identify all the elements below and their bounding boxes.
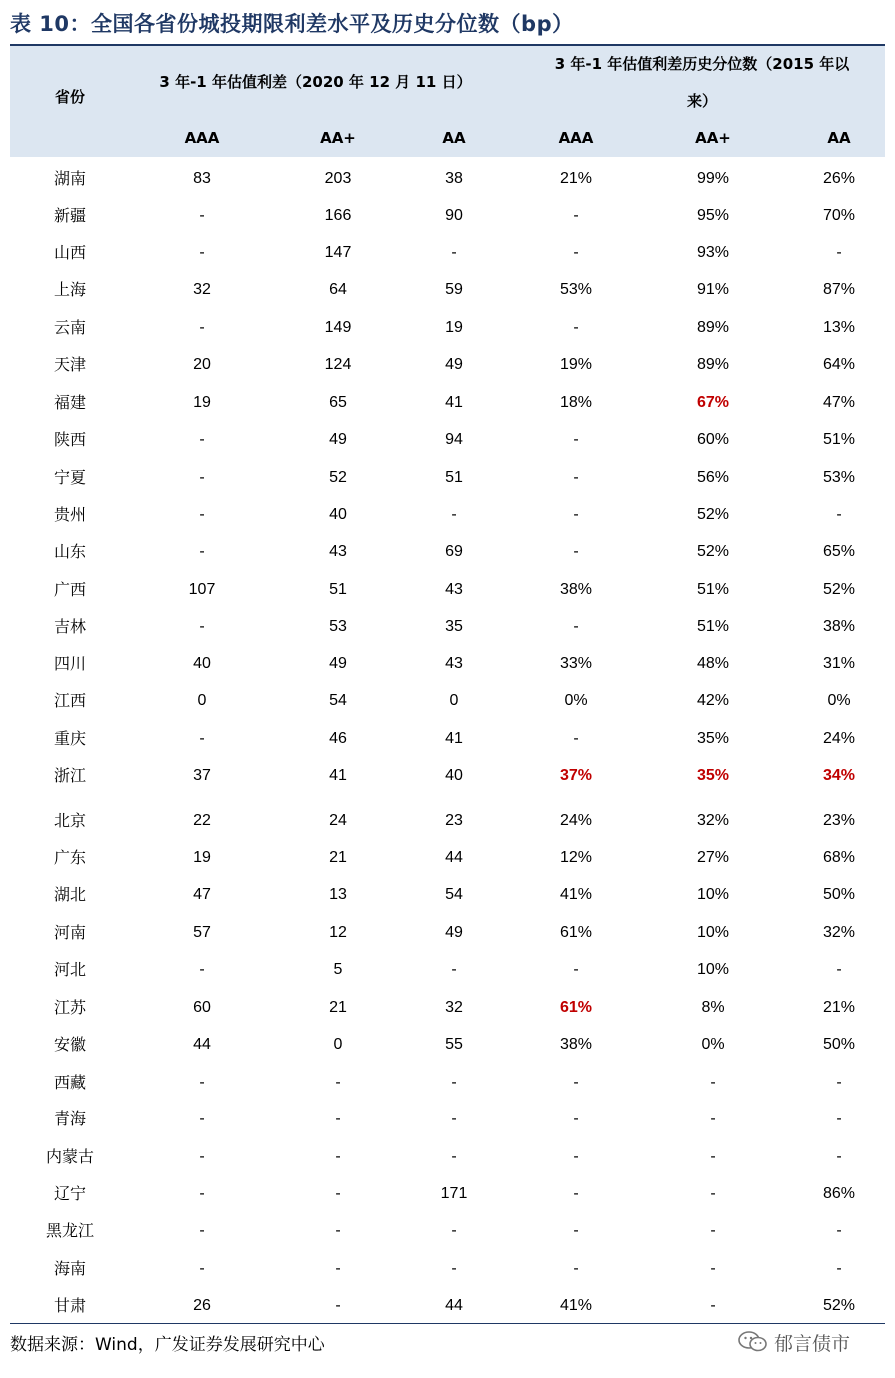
table-row xyxy=(10,951,885,988)
cell-spread-aaa: - xyxy=(199,1260,205,1277)
cell-spread-aa: 35 xyxy=(445,618,463,635)
cell-province: 山东 xyxy=(53,542,86,561)
cell-spread-aa: 23 xyxy=(445,812,463,829)
cell-spread-aaa: 83 xyxy=(193,170,211,187)
cell-spread-aaplus: - xyxy=(335,1260,341,1277)
cell-province: 天津 xyxy=(53,355,86,374)
cell-pct-aaa: 41% xyxy=(559,1297,593,1314)
cell-pct-aaa: - xyxy=(573,1260,579,1277)
cell-spread-aa: 55 xyxy=(445,1036,463,1053)
cell-spread-aaplus: 203 xyxy=(324,170,352,187)
cell-spread-aa: 44 xyxy=(445,849,463,866)
cell-province: 河北 xyxy=(53,960,86,979)
cell-pct-aaa: - xyxy=(573,543,579,560)
cell-pct-aa: 24% xyxy=(822,730,856,747)
table-row xyxy=(10,496,885,533)
cell-pct-aa: - xyxy=(836,506,842,523)
header-group-spread: 3 年-1 年估值利差（2020 年 12 月 11 日） xyxy=(159,73,472,91)
table-row xyxy=(10,346,885,383)
cell-spread-aaplus: - xyxy=(335,1148,341,1165)
cell-spread-aaplus: 166 xyxy=(324,207,352,224)
cell-spread-aaplus: 5 xyxy=(333,961,343,978)
cell-spread-aaa: - xyxy=(199,730,205,747)
cell-spread-aaa: 32 xyxy=(193,281,211,298)
table-row xyxy=(10,757,885,794)
cell-pct-aaplus: 10% xyxy=(696,886,730,903)
cell-pct-aa: 50% xyxy=(822,1036,856,1053)
cell-spread-aa: 41 xyxy=(445,394,463,411)
cell-pct-aaplus: 27% xyxy=(696,849,730,866)
cell-pct-aaa: - xyxy=(573,431,579,448)
header-group-percentile-line1: 3 年-1 年估值利差历史分位数（2015 年以 xyxy=(554,55,850,73)
cell-spread-aaplus: 40 xyxy=(329,506,347,523)
table-row xyxy=(10,309,885,346)
cell-pct-aaa: - xyxy=(573,961,579,978)
cell-pct-aaplus: - xyxy=(710,1110,716,1127)
cell-spread-aaa: - xyxy=(199,207,205,224)
table-row xyxy=(10,682,885,719)
cell-spread-aaa: 57 xyxy=(193,924,211,941)
cell-spread-aa: - xyxy=(451,1148,457,1165)
cell-pct-aa: 53% xyxy=(822,469,856,486)
cell-spread-aaplus: 21 xyxy=(329,849,347,866)
cell-spread-aaa: - xyxy=(199,506,205,523)
table-title: 表 10：全国各省份城投期限利差水平及历史分位数（bp） xyxy=(10,12,574,36)
cell-pct-aa: 52% xyxy=(822,581,856,598)
cell-pct-aaa: - xyxy=(573,1110,579,1127)
table-row xyxy=(10,1064,885,1101)
cell-pct-aaplus: 10% xyxy=(696,961,730,978)
cell-pct-aa: - xyxy=(836,1148,842,1165)
table-row xyxy=(10,608,885,645)
cell-pct-aa: 26% xyxy=(822,170,856,187)
cell-spread-aaa: 19 xyxy=(193,849,211,866)
table-row xyxy=(10,645,885,682)
table-row xyxy=(10,459,885,496)
cell-spread-aa: 49 xyxy=(445,356,463,373)
cell-pct-aa: 21% xyxy=(822,999,856,1016)
cell-pct-aaa: 19% xyxy=(559,356,593,373)
cell-spread-aaplus: 0 xyxy=(333,1036,343,1053)
cell-province: 安徽 xyxy=(53,1035,86,1054)
cell-pct-aa: 13% xyxy=(822,319,856,336)
cell-province: 青海 xyxy=(53,1109,86,1128)
table-row xyxy=(10,160,885,197)
cell-spread-aa: 0 xyxy=(449,692,459,709)
cell-spread-aaplus: 46 xyxy=(329,730,347,747)
cell-pct-aaa: - xyxy=(573,244,579,261)
cell-spread-aaplus: 49 xyxy=(329,431,347,448)
table-row xyxy=(10,839,885,876)
cell-spread-aaa: 19 xyxy=(193,394,211,411)
header-province: 省份 xyxy=(54,88,85,106)
cell-spread-aa: 43 xyxy=(445,581,463,598)
cell-pct-aaa: 38% xyxy=(559,1036,593,1053)
table-row xyxy=(10,234,885,271)
cell-pct-aaplus: 51% xyxy=(696,581,730,598)
cell-province: 贵州 xyxy=(53,505,86,524)
cell-spread-aaplus: 12 xyxy=(329,924,347,941)
table-row xyxy=(10,571,885,608)
cell-pct-aa: 50% xyxy=(822,886,856,903)
cell-spread-aa: - xyxy=(451,1260,457,1277)
cell-spread-aaa: - xyxy=(199,431,205,448)
cell-province: 海南 xyxy=(53,1259,86,1278)
cell-pct-aaa: 24% xyxy=(559,812,593,829)
cell-spread-aaplus: - xyxy=(335,1185,341,1202)
cell-pct-aa: 0% xyxy=(827,692,851,709)
cell-spread-aaa: - xyxy=(199,618,205,635)
cell-pct-aaa: 61% xyxy=(559,999,593,1016)
cell-pct-aa: 51% xyxy=(822,431,856,448)
cell-spread-aaplus: 147 xyxy=(324,244,352,261)
cell-pct-aaa: 18% xyxy=(559,394,593,411)
cell-pct-aaa: 21% xyxy=(559,170,593,187)
cell-spread-aaa: 37 xyxy=(193,767,211,784)
cell-pct-aaa: 0% xyxy=(564,692,588,709)
table-row xyxy=(10,384,885,421)
cell-pct-aaa: 37% xyxy=(559,767,593,784)
cell-province: 湖南 xyxy=(53,169,86,188)
cell-pct-aaplus: 93% xyxy=(696,244,730,261)
table-header xyxy=(10,46,885,157)
cell-spread-aa: - xyxy=(451,961,457,978)
cell-spread-aa: 54 xyxy=(445,886,463,903)
cell-spread-aaplus: 13 xyxy=(329,886,347,903)
table-row xyxy=(10,1100,885,1137)
cell-pct-aaplus: 52% xyxy=(696,543,730,560)
cell-spread-aaplus: 65 xyxy=(329,394,347,411)
cell-spread-aaplus: 54 xyxy=(329,692,347,709)
cell-pct-aa: 70% xyxy=(822,207,856,224)
cell-province: 云南 xyxy=(53,318,86,337)
cell-pct-aaplus: 8% xyxy=(701,999,725,1016)
cell-province: 陕西 xyxy=(53,430,86,449)
cell-province: 湖北 xyxy=(53,885,86,904)
cell-pct-aaplus: - xyxy=(710,1222,716,1239)
cell-spread-aa: 90 xyxy=(445,207,463,224)
cell-pct-aaplus: 60% xyxy=(696,431,730,448)
table-row xyxy=(10,1212,885,1249)
table-row xyxy=(10,914,885,951)
cell-spread-aa: - xyxy=(451,244,457,261)
cell-pct-aaplus: - xyxy=(710,1148,716,1165)
cell-province: 新疆 xyxy=(53,206,86,225)
cell-spread-aaa: - xyxy=(199,469,205,486)
table-row xyxy=(10,1138,885,1175)
cell-pct-aa: - xyxy=(836,1222,842,1239)
cell-pct-aaa: - xyxy=(573,207,579,224)
cell-pct-aa: 68% xyxy=(822,849,856,866)
cell-pct-aaplus: - xyxy=(710,1297,716,1314)
cell-spread-aaplus: 43 xyxy=(329,543,347,560)
cell-province: 宁夏 xyxy=(53,468,86,487)
wechat-icon xyxy=(738,1331,768,1353)
cell-pct-aaa: - xyxy=(573,1185,579,1202)
cell-pct-aaplus: 95% xyxy=(696,207,730,224)
cell-spread-aaa: - xyxy=(199,1222,205,1239)
cell-pct-aa: 86% xyxy=(822,1185,856,1202)
cell-spread-aa: 51 xyxy=(445,469,463,486)
cell-province: 内蒙古 xyxy=(45,1147,94,1166)
cell-spread-aaa: - xyxy=(199,1148,205,1165)
header-col-pct-aaplus: AA+ xyxy=(695,129,731,147)
cell-pct-aa: 38% xyxy=(822,618,856,635)
cell-spread-aaplus: 124 xyxy=(324,356,352,373)
cell-spread-aaplus: 41 xyxy=(329,767,347,784)
cell-spread-aaa: 60 xyxy=(193,999,211,1016)
header-col-spread-aaa: AAA xyxy=(184,129,220,147)
header-col-spread-aa: AA xyxy=(442,129,466,147)
cell-pct-aa: 23% xyxy=(822,812,856,829)
source-note: 数据来源：Wind，广发证券发展研究中心 xyxy=(10,1335,325,1355)
cell-pct-aaplus: 56% xyxy=(696,469,730,486)
cell-pct-aa: - xyxy=(836,1260,842,1277)
cell-pct-aaplus: 10% xyxy=(696,924,730,941)
cell-spread-aaplus: 64 xyxy=(329,281,347,298)
cell-pct-aa: 31% xyxy=(822,655,856,672)
cell-spread-aa: 44 xyxy=(445,1297,463,1314)
cell-spread-aa: 38 xyxy=(445,170,463,187)
cell-province: 四川 xyxy=(53,654,86,673)
cell-pct-aa: - xyxy=(836,961,842,978)
cell-spread-aaa: 20 xyxy=(193,356,211,373)
cell-spread-aa: 19 xyxy=(445,319,463,336)
cell-pct-aaplus: 99% xyxy=(696,170,730,187)
header-col-pct-aaa: AAA xyxy=(558,129,594,147)
cell-spread-aa: 59 xyxy=(445,281,463,298)
cell-pct-aaplus: 51% xyxy=(696,618,730,635)
cell-pct-aa: - xyxy=(836,1074,842,1091)
table-row xyxy=(10,421,885,458)
cell-spread-aaplus: - xyxy=(335,1297,341,1314)
cell-spread-aa: - xyxy=(451,1074,457,1091)
cell-pct-aa: 52% xyxy=(822,1297,856,1314)
cell-spread-aa: 171 xyxy=(440,1185,468,1202)
cell-spread-aa: - xyxy=(451,1110,457,1127)
cell-spread-aaa: 26 xyxy=(193,1297,211,1314)
cell-pct-aaa: - xyxy=(573,730,579,747)
cell-pct-aa: 47% xyxy=(822,394,856,411)
table-row xyxy=(10,533,885,570)
table-row xyxy=(10,802,885,839)
cell-province: 西藏 xyxy=(53,1073,86,1092)
cell-spread-aa: 40 xyxy=(445,767,463,784)
cell-spread-aaplus: - xyxy=(335,1110,341,1127)
cell-spread-aa: 41 xyxy=(445,730,463,747)
cell-spread-aaplus: 24 xyxy=(329,812,347,829)
table-row xyxy=(10,720,885,757)
cell-pct-aaplus: 48% xyxy=(696,655,730,672)
cell-pct-aa: 34% xyxy=(822,767,856,784)
cell-province: 江苏 xyxy=(53,998,86,1017)
cell-spread-aaplus: 51 xyxy=(329,581,347,598)
cell-spread-aa: 49 xyxy=(445,924,463,941)
cell-pct-aaa: - xyxy=(573,1074,579,1091)
cell-province: 吉林 xyxy=(53,617,86,636)
cell-spread-aaplus: - xyxy=(335,1222,341,1239)
cell-spread-aaa: - xyxy=(199,961,205,978)
cell-spread-aaa: 0 xyxy=(197,692,207,709)
cell-province: 黑龙江 xyxy=(45,1221,94,1240)
table-row xyxy=(10,1250,885,1287)
cell-pct-aaa: 38% xyxy=(559,581,593,598)
cell-province: 北京 xyxy=(53,811,86,830)
cell-pct-aa: 87% xyxy=(822,281,856,298)
cell-spread-aa: - xyxy=(451,1222,457,1239)
cell-province: 福建 xyxy=(53,393,86,412)
cell-spread-aaa: - xyxy=(199,319,205,336)
cell-pct-aa: - xyxy=(836,1110,842,1127)
cell-pct-aaa: - xyxy=(573,506,579,523)
watermark xyxy=(738,1324,850,1360)
cell-province: 江西 xyxy=(53,691,86,710)
cell-pct-aa: 32% xyxy=(822,924,856,941)
cell-pct-aaa: 53% xyxy=(559,281,593,298)
cell-spread-aa: 69 xyxy=(445,543,463,560)
cell-pct-aaplus: 35% xyxy=(696,767,730,784)
cell-spread-aaa: 44 xyxy=(193,1036,211,1053)
cell-province: 山西 xyxy=(53,243,86,262)
cell-spread-aaa: - xyxy=(199,1074,205,1091)
cell-spread-aaplus: 52 xyxy=(329,469,347,486)
cell-province: 河南 xyxy=(53,923,86,942)
cell-pct-aaplus: 35% xyxy=(696,730,730,747)
cell-pct-aa: - xyxy=(836,244,842,261)
cell-spread-aaplus: 21 xyxy=(329,999,347,1016)
cell-pct-aaplus: - xyxy=(710,1185,716,1202)
header-col-spread-aaplus: AA+ xyxy=(320,129,356,147)
cell-spread-aa: 32 xyxy=(445,999,463,1016)
cell-pct-aaplus: 42% xyxy=(696,692,730,709)
cell-spread-aaa: - xyxy=(199,1185,205,1202)
cell-spread-aaplus: - xyxy=(335,1074,341,1091)
cell-pct-aaplus: 89% xyxy=(696,319,730,336)
table-row xyxy=(10,989,885,1026)
table-row xyxy=(10,197,885,234)
cell-pct-aaplus: - xyxy=(710,1074,716,1091)
cell-province: 浙江 xyxy=(53,766,86,785)
cell-spread-aaplus: 53 xyxy=(329,618,347,635)
cell-spread-aaa: - xyxy=(199,244,205,261)
cell-pct-aaplus: 91% xyxy=(696,281,730,298)
table-row xyxy=(10,271,885,308)
header-group-percentile-line2: 来） xyxy=(686,92,717,110)
cell-pct-aaplus: 32% xyxy=(696,812,730,829)
cell-spread-aaa: 107 xyxy=(188,581,216,598)
cell-pct-aa: 65% xyxy=(822,543,856,560)
table-row xyxy=(10,1287,885,1324)
cell-pct-aaa: - xyxy=(573,469,579,486)
cell-spread-aaa: 40 xyxy=(193,655,211,672)
cell-spread-aaa: - xyxy=(199,543,205,560)
cell-pct-aaplus: 52% xyxy=(696,506,730,523)
table-row xyxy=(10,876,885,913)
cell-pct-aaa: 12% xyxy=(559,849,593,866)
watermark-text: 郁言债市 xyxy=(774,1332,851,1355)
cell-pct-aaa: - xyxy=(573,1222,579,1239)
cell-province: 甘肃 xyxy=(53,1296,86,1315)
cell-spread-aa: - xyxy=(451,506,457,523)
cell-province: 上海 xyxy=(53,280,86,299)
cell-pct-aaplus: 67% xyxy=(696,394,730,411)
cell-pct-aaa: - xyxy=(573,618,579,635)
cell-spread-aaa: - xyxy=(199,1110,205,1127)
cell-spread-aaa: 47 xyxy=(193,886,211,903)
cell-pct-aaa: - xyxy=(573,319,579,336)
cell-spread-aaplus: 49 xyxy=(329,655,347,672)
cell-pct-aa: 64% xyxy=(822,356,856,373)
cell-spread-aa: 43 xyxy=(445,655,463,672)
table-row xyxy=(10,1175,885,1212)
cell-pct-aaa: 41% xyxy=(559,886,593,903)
cell-province: 广西 xyxy=(53,580,86,599)
cell-pct-aaa: 33% xyxy=(559,655,593,672)
cell-province: 广东 xyxy=(53,848,86,867)
table-row xyxy=(10,1026,885,1063)
cell-province: 重庆 xyxy=(53,729,86,748)
cell-pct-aaplus: - xyxy=(710,1260,716,1277)
cell-spread-aa: 94 xyxy=(445,431,463,448)
cell-pct-aaplus: 89% xyxy=(696,356,730,373)
cell-pct-aaa: - xyxy=(573,1148,579,1165)
cell-pct-aaplus: 0% xyxy=(701,1036,725,1053)
cell-spread-aaa: 22 xyxy=(193,812,211,829)
header-col-pct-aa: AA xyxy=(827,129,851,147)
cell-province: 辽宁 xyxy=(53,1184,86,1203)
cell-pct-aaa: 61% xyxy=(559,924,593,941)
cell-spread-aaplus: 149 xyxy=(324,319,352,336)
